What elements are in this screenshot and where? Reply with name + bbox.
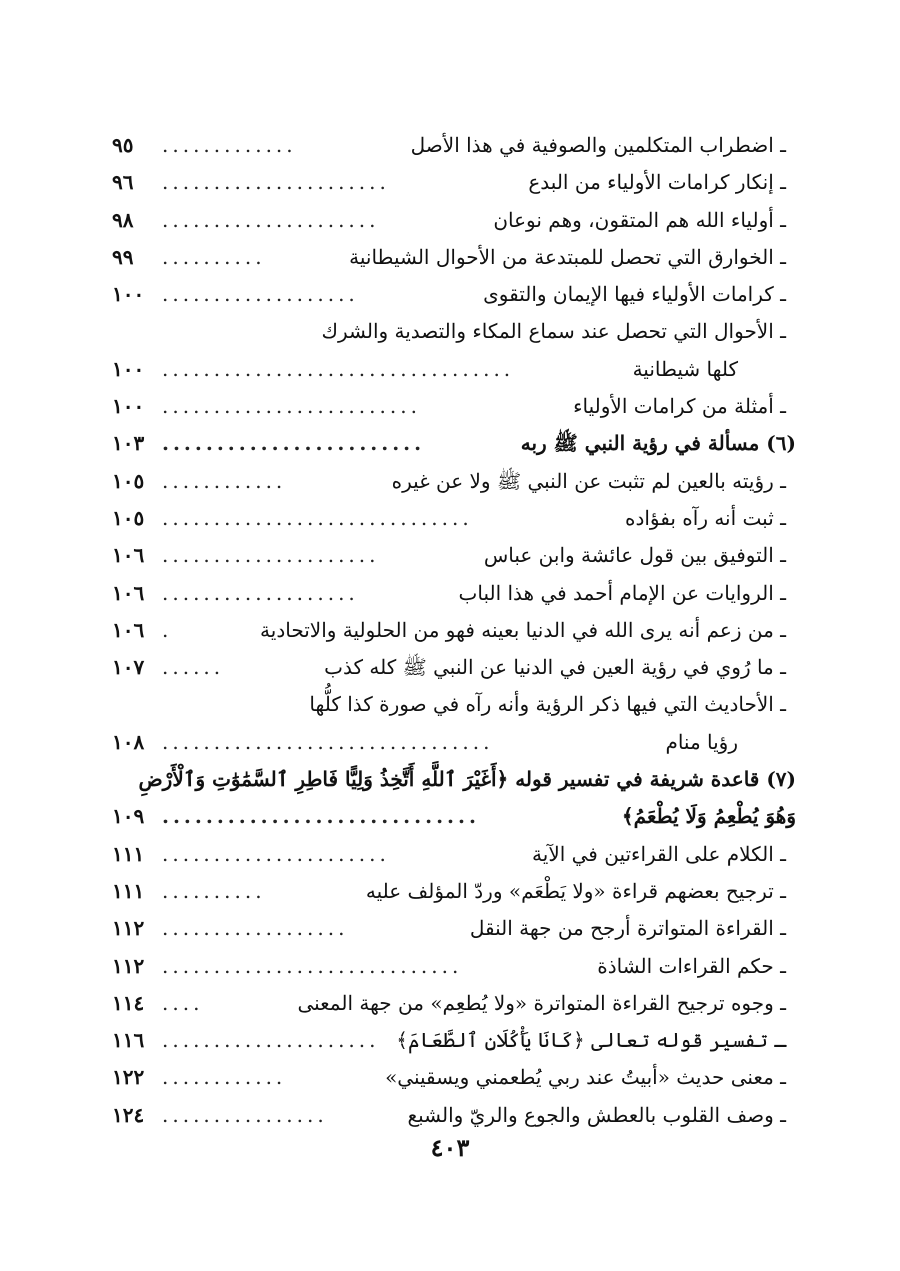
toc-entry [112,463,786,500]
toc-entry-page: ١٠٨ [112,729,145,754]
toc-entry-page: ١٠٠ [112,356,145,381]
toc-entry-title: ـ أولياء الله هم المتقون، وهم نوعان [493,207,786,232]
dot-leader: ................ [162,1102,328,1127]
toc-entry-title: ـ اضطراب المتكلمين والصوفية في هذا الأصل [410,133,786,157]
dot-leader: ..................... [162,207,380,232]
toc-entry-page: ١١٢ [112,916,145,941]
toc-entry [112,537,786,574]
toc-entry-title: ـ من زعم أنه يرى الله في الدنيا بعينه فهو من الحلولية والاتحادية [260,617,786,642]
dot-leader: ................... [162,580,359,605]
toc-entry [112,836,786,873]
toc-entry-title: ـ الكلام على القراءتين في الآية [532,841,786,866]
dot-leader: ..................... [162,1028,380,1053]
toc-entry [112,612,786,649]
toc-entry-page: ١١٦ [112,1028,145,1053]
toc-entry [112,686,786,723]
toc-entry-page: ١٠٧ [112,655,145,680]
toc-entry-page: ١١١ [112,878,145,903]
toc-entry-title: ـ كرامات الأولياء فيها الإيمان والتقوى [483,282,786,307]
dot-leader: .......... [162,878,266,903]
toc-entry-title: ـ وصف القلوب بالعطش والجوع والريّ والشبع [407,1102,786,1127]
toc-entry-title: ـ إنكار كرامات الأولياء من البدع [528,170,786,195]
toc-entry [112,239,786,276]
toc-entry-title: ـ القراءة المتواترة أرجح من جهة النقل [469,916,786,941]
toc-entry-page: ١٢٢ [112,1065,145,1090]
toc-entry [112,761,796,798]
toc-entry-page: ١٠٩ [112,804,145,829]
toc-entry [112,351,786,388]
dot-leader: ............ [162,468,287,493]
toc-entry-title: (٦) مسألة في رؤية النبي ﷺ ربه [520,431,796,456]
toc-entry-page: ١٠٠ [112,394,145,419]
dot-leader: ..................... [162,543,380,568]
toc-entry-page: ١٠٦ [112,543,145,568]
dot-leader: .... [162,990,204,1015]
dot-leader: . [162,617,173,642]
toc-entry-title: ـ ما رُوي في رؤية العين في الدنيا عن النبي ﷺ كله كذب [324,655,786,680]
toc-entry-title: ـ معنى حديث «أبيتُ عند ربي يُطعمني ويسقيني» [385,1065,786,1090]
toc-entry [112,313,786,350]
toc-entry [112,1097,786,1134]
toc-entry-page: ١١٢ [112,953,145,978]
dot-leader: ........................ [162,431,426,456]
toc-entry [112,388,786,425]
page-number: ٤٠٣ [430,1133,470,1162]
toc-entry [112,1022,786,1059]
toc-entry [112,724,786,761]
toc-entry [112,425,796,462]
toc-entry-page: ٩٩ [112,244,134,269]
dot-leader: .............................. [162,505,473,530]
toc-entry-page: ١٠٥ [112,468,145,493]
dot-leader: ................... [162,282,359,307]
dot-leader: .................. [162,916,349,941]
toc-entry [112,127,786,164]
dot-leader: ......................... [162,394,421,419]
toc-entry-page: ٩٦ [112,170,134,195]
toc-entry [112,798,796,835]
toc-entry-title: رؤيا منام [665,729,738,754]
dot-leader: ...... [162,655,225,680]
toc-entry-title: كلها شيطانية [632,356,738,381]
toc-entry [112,985,786,1022]
toc-entry-title: ـ الروايات عن الإمام أحمد في هذا الباب [458,580,786,605]
dot-leader: ............. [162,133,297,157]
dot-leader: .................................. [162,356,515,381]
toc-entry-title: ـ الخوارق التي تحصل للمبتدعة من الأحوال الشيطانية [349,244,786,269]
toc-entry-title: ـ أمثلة من كرامات الأولياء [573,394,786,419]
toc-entry [112,873,786,910]
toc-entry-page: ١٠٦ [112,617,145,642]
toc-entry [112,910,786,947]
toc-entry-page: ٩٨ [112,207,134,232]
toc-entry-page: ١١١ [112,841,145,866]
table-of-contents [112,127,796,1134]
toc-entry-title: (٧) قاعدة شريفة في تفسير قوله ﴿أَغَيْرَ ٱللَّهِ أَتَّخِذُ وَلِيًّا فَاطِرِ ٱلسَّمَٰوَٰتِ وَٱلْأَرْضِ [138,767,796,792]
dot-leader: ............................. [162,953,463,978]
toc-entry-title: وَهُوَ يُطْعِمُ وَلَا يُطْعَمُ﴾ [621,804,796,829]
toc-entry-title: ـ الأحاديث التي فيها ذكر الرؤية وأنه رآه في صورة كذا كلُّها [309,692,786,717]
toc-entry-title: ـ التوفيق بين قول عائشة وابن عباس [483,543,786,568]
dot-leader: .......... [162,244,266,269]
toc-entry-page: ١٠٠ [112,282,145,307]
toc-entry-title: ـ وجوه ترجيح القراءة المتواترة «ولا يُطعِم» من جهة المعنى [297,990,786,1015]
toc-entry-title: ـ الأحوال التي تحصل عند سماع المكاء والتصدية والشرك [321,319,786,344]
dot-leader: ............ [162,1065,287,1090]
toc-entry-title: ـ تفسير قوله تعالى ﴿كَانَا يَأْكُلَانِ ٱلطَّعَامَ﴾ [396,1028,786,1053]
toc-entry-page: ١١٤ [112,990,145,1015]
toc-entry-title: ـ حكم القراءات الشاذة [597,953,786,978]
toc-entry [112,1059,786,1096]
toc-entry-page: ١٠٥ [112,505,145,530]
toc-entry [112,202,786,239]
toc-entry-title: ـ ثبت أنه رآه بفؤاده [624,505,786,530]
toc-entry-title: ـ ترجيح بعضهم قراءة «ولا يَطْعَم» وردّ المؤلف عليه [365,878,786,903]
toc-entry [112,575,786,612]
dot-leader: ...................... [162,170,390,195]
toc-entry-title: ـ رؤيته بالعين لم تثبت عن النبي ﷺ ولا عن غيره [391,468,786,493]
dot-leader: ................................ [162,729,494,754]
toc-entry [112,276,786,313]
toc-entry-page: ١٠٦ [112,580,145,605]
toc-entry [112,649,786,686]
toc-entry [112,948,786,985]
toc-entry [112,500,786,537]
toc-entry [112,164,786,201]
dot-leader: ...................... [162,841,390,866]
toc-entry-page: ١٠٣ [112,431,145,456]
toc-entry-page: ٩٥ [112,133,134,157]
dot-leader: ............................. [162,804,480,829]
toc-entry-page: ١٢٤ [112,1102,145,1127]
